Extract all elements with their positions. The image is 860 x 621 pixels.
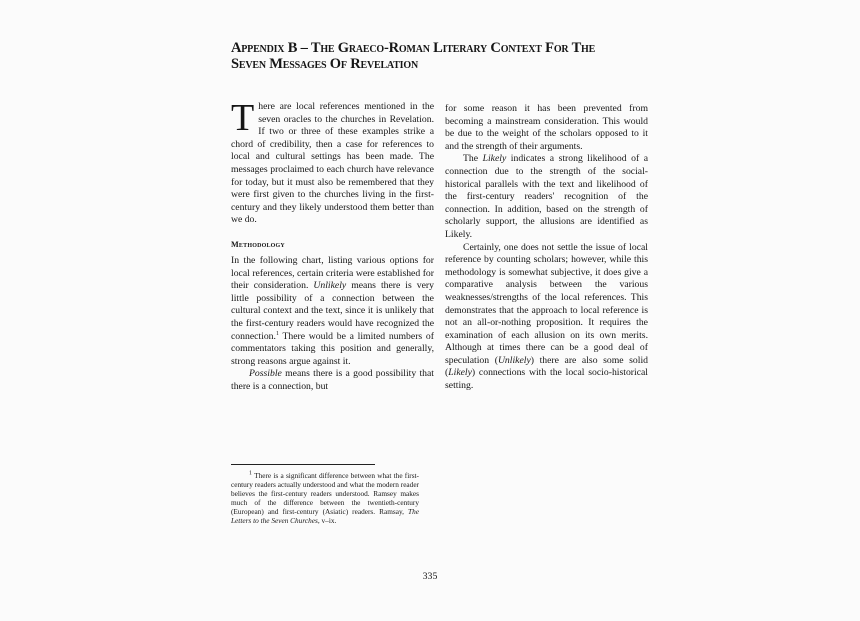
term-possible: Possible	[249, 368, 282, 380]
footnote-text-a: There is a significant difference between what the first-century readers actually understood and what the modern reader believes the first-century readers understood. Ramsey makes much of the difference between the twentieth-century (European) and first-century (Asiatic) readers. Ramsay,	[231, 471, 419, 517]
methodology-text-a: In the following chart, listing various options for local references, certain criteria were established for their consideration.	[231, 254, 434, 292]
likely-text-a: The	[463, 153, 483, 165]
section-heading: Methodology	[231, 239, 285, 249]
term-unlikely-ref: Unlikely	[497, 354, 531, 366]
likely-text-b: indicates a strong likelihood of a connection due to the strength of the social-historical parallels with the text and likelihood of the first-century readers' recognition of the connection. In addition, based on the strength of scholarly support, the allusions are identified as Likely.	[445, 153, 649, 240]
left-column	[231, 97, 434, 393]
term-unlikely: Unlikely	[313, 280, 347, 292]
conclusion-paragraph	[445, 242, 648, 393]
footnote-number: 1	[249, 470, 252, 477]
right-column	[445, 103, 648, 393]
footnote	[231, 471, 419, 526]
methodology-paragraph	[231, 255, 434, 368]
footnote-text-b: , v–ix.	[317, 516, 337, 526]
methodology-text-c: There would be a limited numbers of commentators taking this position and generally, strong reasons argue against it.	[231, 330, 434, 367]
drop-cap: T	[231, 97, 255, 139]
possible-paragraph	[231, 368, 434, 393]
page-number: 335	[422, 571, 438, 582]
intro-text: here are local references mentioned in the seven oracles to the churches in Revelation. If two or three of these examples strike a chord of credibility, then a case for references to local and cultural settings has been made. The messages proclaimed to each church have relevance for today, but it must also be remembered that they were first given to the churches living in the first-century and they likely understood them better than we do.	[231, 101, 434, 226]
page-title: Appendix B – The Graeco-Roman Literary Context For The Seven Messages Of Revelation	[231, 40, 596, 72]
footnote-divider	[231, 464, 375, 465]
likely-paragraph	[445, 153, 648, 241]
footnote-paragraph	[231, 471, 419, 526]
conclusion-text-c: ) connections with the local socio-historical setting.	[445, 367, 648, 392]
continued-paragraph: for some reason it has been prevented from becoming a mainstream consideration. This would be due to the weight of the scholars opposed to it and the strength of their arguments.	[445, 103, 648, 152]
methodology-text-b: means there is very little possibility of a connection between the cultural context and the text, since it is unlikely that the first-century readers would have recognized the connection.	[231, 280, 434, 342]
intro-paragraph	[231, 97, 434, 227]
conclusion-text-a: Certainly, one does not settle the issue of local reference by counting scholars; however, while this methodology is somewhat subjective, it does give a comparative analysis between the various weaknesses/strengths of the local references. This demonstrates that the approach to local reference is not an all-or-nothing proposition. It requires the examination of each allusion on its own merits. Although at times there can be a good deal of speculation (	[445, 241, 648, 366]
possible-text: means there is a good possibility that there is a connection, but	[231, 368, 434, 392]
conclusion-text-b: ) there are also some solid (	[445, 354, 648, 379]
term-likely-ref: Likely	[448, 367, 472, 379]
term-likely: Likely	[482, 153, 507, 165]
footnote-book-title: The Letters to the Seven Churches	[231, 507, 419, 526]
footnote-marker[interactable]: 1	[275, 330, 279, 337]
